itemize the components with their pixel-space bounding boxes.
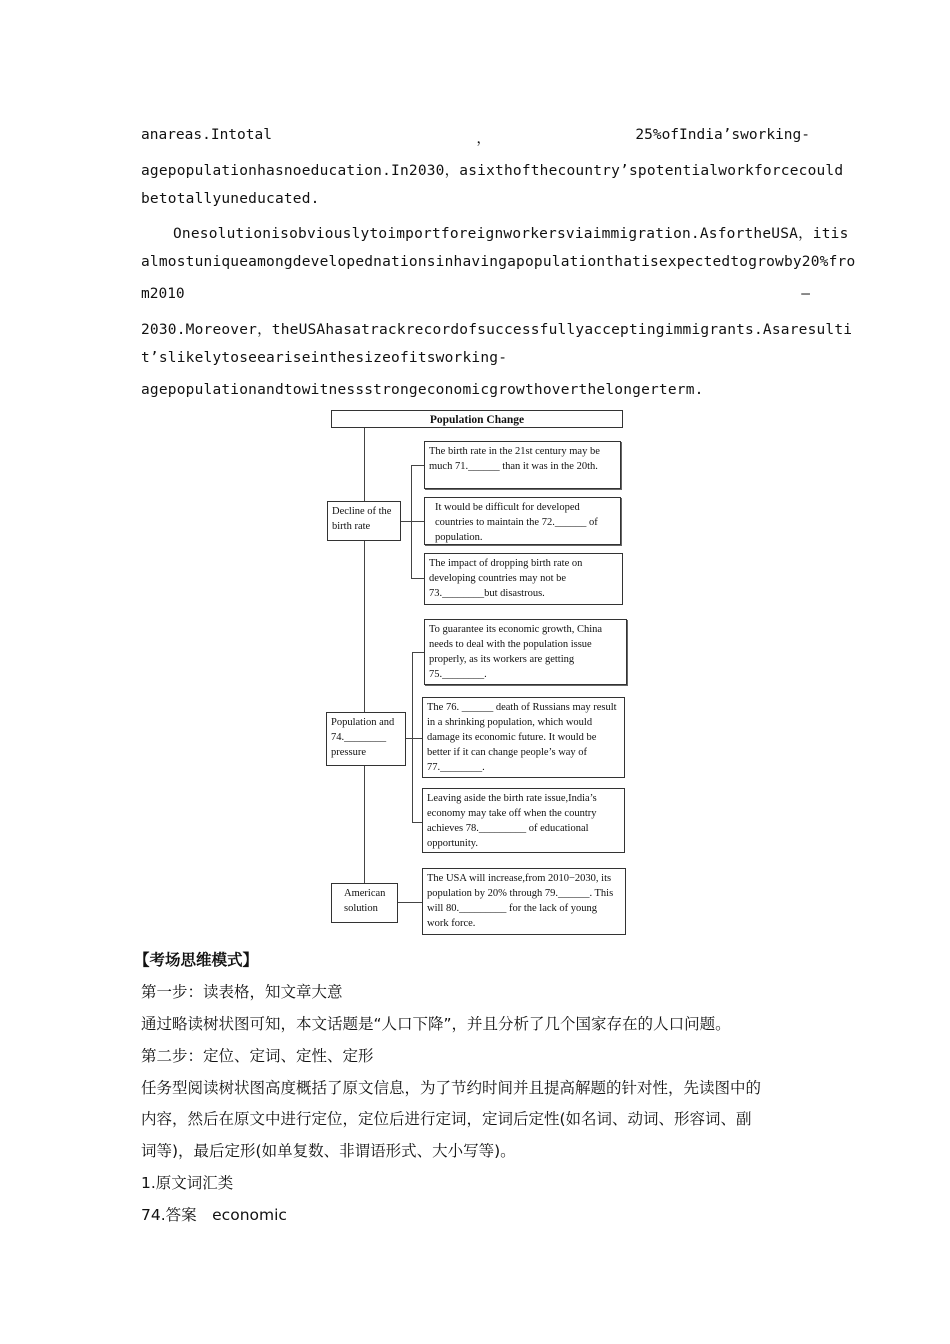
passage-line-1c: 25%ofIndia’sworking- [635, 127, 810, 143]
connector [412, 652, 413, 822]
step2-text-1: 任务型阅读树状图高度概括了原文信息，为了节约时间并且提高解题的针对性，先读图中的 [141, 1079, 762, 1097]
box-78: Leaving aside the birth rate issue,India’s economy may take off when the country achieves 78._________ of educational opportunity. [422, 788, 625, 853]
trunk-line [364, 428, 365, 883]
step1-text: 通过略读树状图可知，本文话题是“人口下降”，并且分析了几个国家存在的人口问题。 [141, 1015, 731, 1033]
passage-line-3: betotallyuneducated. [141, 191, 320, 207]
box-71: The birth rate in the 21st century may be much 71.______ than it was in the 20th. [424, 441, 621, 489]
step1-heading: 第一步：读表格，知文章大意 [141, 983, 343, 1001]
box-72: It would be difficult for developed countries to maintain the 72.______ of population. [424, 497, 621, 545]
passage-line-6 [141, 286, 810, 302]
passage-line-9: agepopulationandtowitnessstrongeconomicgrowthoverthelongerterm. [141, 382, 704, 398]
passage-line-8: t’slikelytoseeariseinthesizeofitsworking- [141, 350, 508, 366]
notes-heading: 【考场思维模式】 [134, 951, 259, 969]
box-79-80: The USA will increase,from 2010−2030, its population by 20% through 79.______. This will 80._________ for the lack of young work force. [422, 868, 626, 935]
step2-text-2: 内容，然后在原文中进行定位，定位后进行定词，定词后定性(如名词、动词、形容词、副 [141, 1110, 752, 1128]
connector [398, 902, 422, 903]
passage-line-6a: m2010 [141, 286, 185, 302]
box-76-77: The 76. ______ death of Russians may result in a shrinking population, which would damage its economic future. It would be better if it can change people’s way of 77.________. [422, 697, 625, 778]
passage-line-5: almostuniqueamongdevelopednationsinhavingapopulationthatisexpectedtogrowby20%fro [141, 254, 856, 270]
box-73: The impact of dropping birth rate on developing countries may not be 73.________but disastrous. [424, 553, 623, 605]
passage-line-1a: anareas.Intotal [141, 127, 272, 143]
connector [411, 465, 424, 466]
connector [411, 578, 424, 579]
passage-line-6b: — [801, 286, 810, 302]
diagram-title: Population Change [331, 410, 623, 428]
passage-line-7: 2030.Moreover，theUSAhasatrackrecordofsuccessfullyacceptingimmigrants.Asaresulti [141, 322, 853, 338]
step2-heading: 第二步：定位、定词、定性、定形 [141, 1047, 374, 1065]
connector [412, 822, 422, 823]
category-american-solution: American solution [331, 883, 398, 923]
connector [401, 521, 411, 522]
category-population-pressure: Population and 74.________ pressure [326, 712, 406, 766]
connector [412, 652, 424, 653]
passage-line-2: agepopulationhasnoeducation.In2030，asixthofthecountry’spotentialworkforcecould [141, 163, 844, 179]
box-75: To guarantee its economic growth, China needs to deal with the population issue properly, as its workers are getting 75.________. [424, 619, 627, 685]
passage-line-1 [141, 127, 810, 148]
connector [411, 521, 424, 522]
item-1-heading: 1.原文词汇类 [141, 1174, 234, 1192]
step2-text-3: 词等)，最后定形(如单复数、非谓语形式、大小写等)。 [141, 1142, 516, 1160]
passage-line-4: Onesolutionisobviouslytoimportforeignworkersviaimmigration.AsfortheUSA，itis [173, 226, 849, 242]
passage-line-1b: ， [476, 131, 491, 147]
category-decline-birth-rate: Decline of the birth rate [327, 501, 401, 541]
connector [406, 738, 422, 739]
answer-74: 74.答案 economic [141, 1206, 287, 1224]
